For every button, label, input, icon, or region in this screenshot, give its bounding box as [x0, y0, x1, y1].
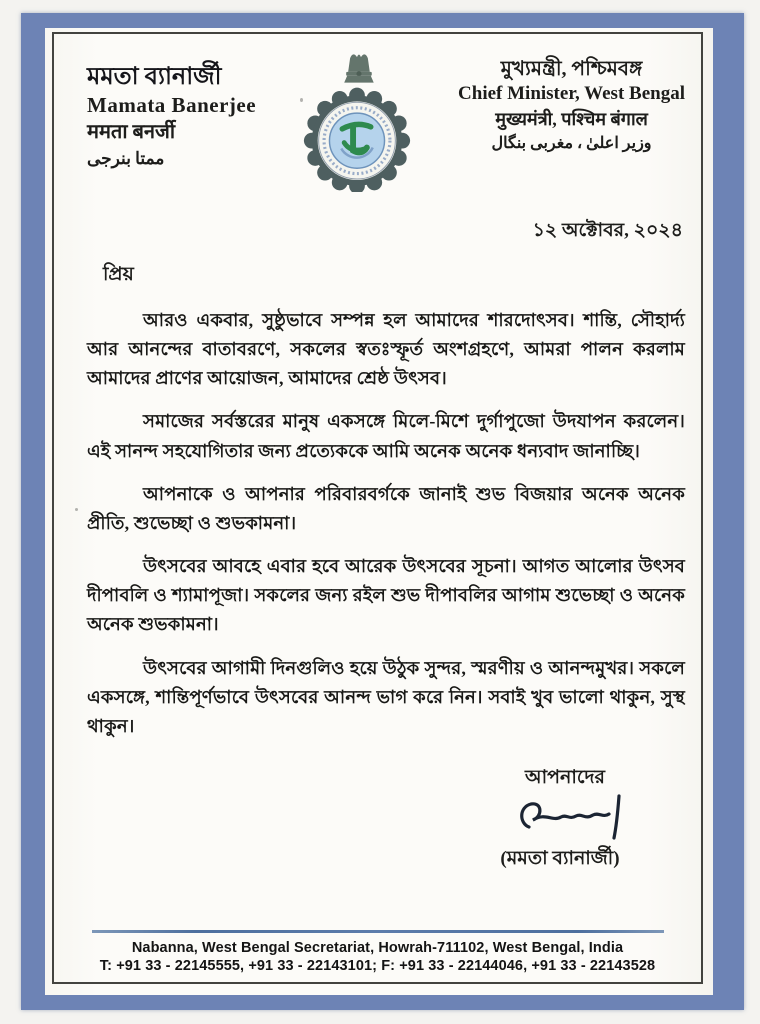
body-paragraph: উৎসবের আগামী দিনগুলিও হয়ে উঠুক সুন্দর, স্মরণীয় ও আনন্দমুখর। সকলে একসঙ্গে, শান্তিপূর্ণভাবে উৎসবের আনন্দ ভাগ করে নিন। সবাই খুব ভালো থাকুন, সুস্থ থাকুন।	[87, 657, 685, 736]
footer-rule	[92, 930, 664, 933]
signature-icon	[485, 793, 665, 850]
body-paragraph: উৎসবের আবহে এবার হবে আরেক উৎসবের সূচনা। আগত আলোর উৎসব দীপাবলি ও শ্যামাপূজা। সকলের জন্য রইল শুভ দীপাবলির আগাম শুভেচ্ছা ও অনেক অনেক শুভকামনা।	[87, 556, 685, 635]
blue-frame	[21, 13, 744, 1010]
state-emblem	[298, 50, 416, 197]
seal-icon	[304, 88, 410, 192]
footer-address: Nabanna, West Bengal Secretariat, Howrah-711102, West Bengal, India	[131, 940, 624, 956]
office-title-hindi: मुख्यमंत्री, पश्चिम बंगाल	[495, 108, 648, 129]
signature-block	[455, 763, 665, 876]
body-paragraph: আপনাকে ও আপনার পরিবারবর্গকে জানাই শুভ বিজয়ার অনেক অনেক প্রীতি, শুভেচ্ছা ও শুভকামনা।	[87, 483, 685, 533]
scan-speck	[300, 98, 303, 102]
sender-name-hindi: ममता बनर्जी	[87, 121, 176, 144]
letter-content	[54, 34, 701, 982]
letter-footer	[54, 930, 701, 974]
letter-paper	[45, 28, 713, 995]
ashoka-lion-capital-icon	[344, 54, 374, 82]
sender-name-urdu: ممتا بنرجی	[87, 149, 165, 169]
office-block	[458, 48, 687, 155]
office-title-english: Chief Minister, West Bengal	[458, 83, 685, 104]
salutation: প্রিয়	[103, 264, 134, 285]
body-paragraph: আরও একবার, সুষ্ঠুভাবে সম্পন্ন হল আমাদের শারদোৎসব। শান্তি, সৌহার্দ্য আর আনন্দের বাতাবরণে, সকলের স্বতঃস্ফূর্ত অংশগ্রহণে, আমরা পালন করলাম আমাদের প্রাণের আয়োজন, আমাদের শ্রেষ্ঠ উৎসব।	[87, 310, 685, 389]
valediction: আপনাদের	[525, 767, 605, 789]
sender-block	[87, 48, 256, 170]
footer-phones: T: +91 33 - 22145555, +91 33 - 22143101; F: +91 33 - 22144046, +91 33 - 22143528	[99, 958, 656, 974]
office-title-bengali: মুখ্যমন্ত্রী, পশ্চিমবঙ্গ	[500, 58, 643, 80]
sender-name-english: Mamata Banerjee	[87, 93, 257, 117]
sender-name-bengali: মমতা ব্যানার্জী	[87, 64, 222, 90]
letter-border	[52, 32, 703, 984]
signatory-name: (মমতা ব্যানার্জী)	[500, 848, 620, 870]
body-paragraph: সমাজের সর্বস্তরের মানুষ একসঙ্গে মিলে-মিশে দুর্গাপুজো উদযাপন করলেন। এই সানন্দ সহযোগিতার জন্য প্রত্যেককে আমি অনেক অনেক ধন্যবাদ জানাচ্ছি।	[87, 411, 685, 461]
letter-date: ১২ অক্টোবর, ২০২৪	[532, 220, 683, 241]
letter-body	[87, 306, 687, 741]
letterhead	[87, 48, 687, 188]
office-title-urdu: وزیر اعلیٰ ، مغربی بنگال	[491, 135, 652, 153]
scan-speck	[75, 508, 78, 511]
